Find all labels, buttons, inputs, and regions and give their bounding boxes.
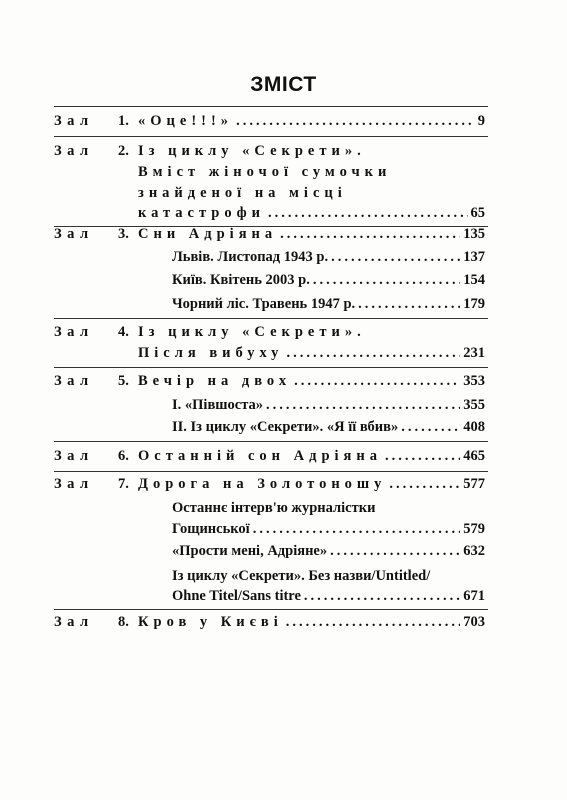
leader-dots (253, 519, 461, 539)
hall-label: Зал (54, 324, 94, 340)
entry-rule (54, 471, 488, 472)
leader-dots (286, 612, 460, 632)
entry-title: Кров у Києві (138, 614, 283, 630)
entry-title: катастрофи (138, 205, 265, 221)
title-rule (54, 106, 488, 107)
toc-entry-7[interactable] (54, 474, 485, 494)
sub-entry-title: Київ. Квітень 2003 р. (172, 272, 310, 288)
entry-number: 3. (118, 226, 129, 242)
toc-entry-6[interactable] (54, 446, 485, 466)
toc-line (172, 395, 485, 415)
toc-sub-entry[interactable] (54, 417, 485, 437)
toc-line (172, 519, 485, 539)
toc-sub-entry[interactable] (54, 270, 485, 290)
sub-entry-title: Львів. Листопад 1943 р. (172, 249, 329, 265)
sub-entry-title: ІІ. Із циклу «Секрети». «Я її вбив» (172, 419, 399, 435)
entry-rule (54, 441, 488, 442)
sub-entry-title: Із циклу «Секрети». Без назви/Untitled/ (172, 568, 431, 584)
page-number: 353 (463, 373, 485, 389)
hall-label: Зал (54, 614, 94, 630)
entry-number: 2. (118, 143, 129, 159)
toc-line (172, 541, 485, 561)
toc-sub-entry[interactable] (54, 395, 485, 415)
toc-line (138, 162, 485, 182)
page-number: 137 (463, 249, 485, 265)
sub-entry-title: Чорний ліс. Травень 1947 р. (172, 296, 356, 312)
leader-dots (304, 586, 460, 606)
sub-entry-title: Гощинської (172, 521, 250, 537)
toc-entry-2-line-3 (54, 183, 485, 203)
entry-number: 5. (118, 373, 129, 389)
toc-line (138, 322, 485, 342)
hall-label: Зал (54, 143, 94, 159)
toc-line (172, 247, 485, 267)
toc-line (172, 566, 485, 586)
entry-number: 6. (118, 448, 129, 464)
toc-line (138, 203, 485, 223)
toc-sub-entry[interactable] (54, 498, 485, 518)
entry-title: «Оце!!!» (138, 113, 234, 129)
entry-number: 7. (118, 476, 129, 492)
page-number: 408 (463, 419, 485, 435)
page-number: 632 (463, 543, 485, 559)
page-number: 671 (463, 588, 485, 604)
entry-title: Із циклу «Секрети». (138, 324, 366, 340)
entry-title: Вечір на двох (138, 373, 292, 389)
leader-dots (401, 417, 460, 437)
entry-title: Вміст жіночої сумочки (138, 164, 392, 180)
page-title: ЗМІСТ (250, 73, 317, 96)
toc-line (172, 586, 485, 606)
toc-entry-8[interactable] (54, 612, 485, 632)
entry-number: 1. (118, 113, 129, 129)
leader-dots (268, 203, 468, 223)
entry-rule (54, 136, 488, 137)
entry-rule (54, 609, 488, 610)
leader-dots (266, 395, 460, 415)
entry-title: Останній сон Адріяна (138, 448, 382, 464)
toc-entry-1[interactable] (54, 111, 485, 131)
toc-line (138, 224, 485, 244)
page-number: 355 (463, 397, 485, 413)
hall-label: Зал (54, 113, 94, 129)
leader-dots (313, 270, 460, 290)
page-number: 9 (477, 113, 485, 129)
sub-entry-title: Ohne Titel/Sans titre (172, 588, 301, 604)
leader-dots (286, 343, 460, 363)
leader-dots (236, 111, 475, 131)
hall-label: Зал (54, 373, 94, 389)
toc-line (138, 474, 485, 494)
toc-entry-5[interactable] (54, 371, 485, 391)
toc-sub-entry-cont (54, 586, 485, 606)
toc-sub-entry[interactable] (54, 566, 485, 586)
page-number: 577 (463, 476, 485, 492)
entry-title: Сни Адріяна (138, 226, 278, 242)
toc-sub-entry-cont (54, 519, 485, 539)
toc-sub-entry[interactable] (54, 247, 485, 267)
toc-entry-4-line-2 (54, 343, 485, 363)
toc-sub-entry[interactable] (54, 541, 485, 561)
toc-entry-2-line-2 (54, 162, 485, 182)
toc-entry-2[interactable] (54, 141, 485, 161)
toc-line (172, 498, 485, 518)
page-number: 65 (470, 205, 485, 221)
entry-number: 4. (118, 324, 129, 340)
entry-number: 8. (118, 614, 129, 630)
hall-label: Зал (54, 448, 94, 464)
toc-line (138, 343, 485, 363)
toc-entry-4[interactable] (54, 322, 485, 342)
toc-entry-2-line-4 (54, 203, 485, 223)
page-number: 179 (463, 296, 485, 312)
sub-entry-title: Останнє інтерв'ю журналістки (172, 500, 376, 516)
hall-label: Зал (54, 476, 94, 492)
toc-line (172, 417, 485, 437)
toc-line (172, 270, 485, 290)
entry-title: Дорога на Золотоношу (138, 476, 387, 492)
toc-line (138, 141, 485, 161)
page-number: 154 (463, 272, 485, 288)
entry-title: Після вибуху (138, 345, 284, 361)
entry-title: знайденої на місці (138, 185, 347, 201)
leader-dots (331, 247, 460, 267)
toc-line (138, 183, 485, 203)
leader-dots (280, 224, 460, 244)
leader-dots (389, 474, 460, 494)
toc-line (138, 446, 485, 466)
entry-rule (54, 318, 488, 319)
entry-rule (54, 367, 488, 368)
leader-dots (385, 446, 460, 466)
hall-label: Зал (54, 226, 94, 242)
toc-sub-entry[interactable] (54, 294, 485, 314)
sub-entry-title: І. «Півшоста» (172, 397, 264, 413)
toc-entry-3[interactable] (54, 224, 485, 244)
page-number: 231 (463, 345, 485, 361)
leader-dots (294, 371, 460, 391)
toc-line (172, 294, 485, 314)
entry-title: Із циклу «Секрети». (138, 143, 366, 159)
sub-entry-title: «Прости мені, Адріяне» (172, 543, 328, 559)
page-number: 135 (463, 226, 485, 242)
page-number: 465 (463, 448, 485, 464)
leader-dots (330, 541, 460, 561)
toc-line (138, 371, 485, 391)
leader-dots (358, 294, 460, 314)
toc-line (138, 111, 485, 131)
toc-line (138, 612, 485, 632)
page-number: 579 (463, 521, 485, 537)
page-number: 703 (463, 614, 485, 630)
